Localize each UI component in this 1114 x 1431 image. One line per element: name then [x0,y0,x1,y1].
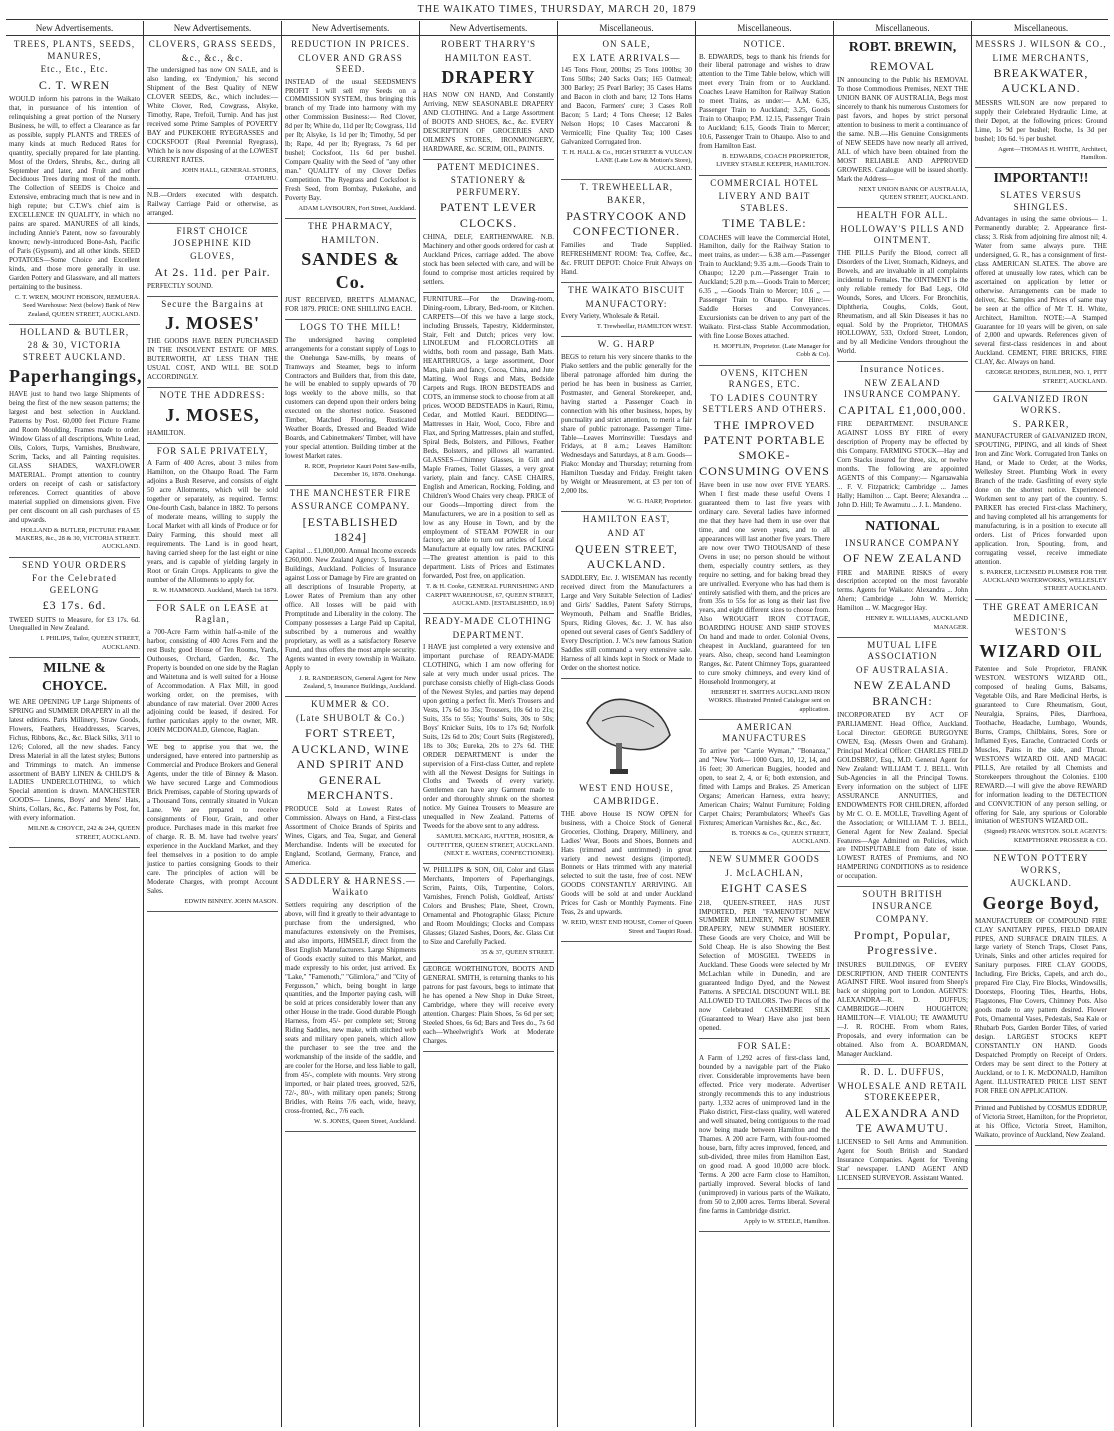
ad-title: SOUTH BRITISH INSURANCE [862,889,943,911]
advertisement [561,783,692,942]
ad-body: Families and Trade Supplied. REFRESHMENT ROOM: Tea, Coffee, &c., &c. FRUIT DEPOT: Choice Fruit Always on Hand. [561,241,692,277]
ad-subtitle: INSURANCE COMPANY [845,537,960,548]
ad-body: INCORPORATED BY ACT OF PARLIAMENT. Head Office, Auckland. Local Director: GEORGE BURGOYNE OWEN, Esq. (Messrs Owen and Graham). Principal Medical Officer: CHARLES FIELD GOLDSBRO', Esq., M.D. General Agent for New Zealand: WILLIAM T. J. BELL. With Sub-Agencies in all the Principal Towns. Every information on the subject of LIFE ASSURANCE ANNUITIES, and ENDOWMENTS FOR CHILDREN, afforded by Mr C. O. E. MOLLE, Travelling Agent of the Association; or WILLIAM T. J. BELL, General Agent for New Zealand. Special Features—Age Admitted on Policies, which are INDISPUTABLE from date of issue. LOWEST RATES of Premiums, and NO HAMPERING CONDITIONS as to residence or occupation. [837,711,968,881]
ad-signature: HERBERT H. SMITH'S AUCKLAND IRON WORKS. Illustrated Printed Catalogue sent on application. [708,689,830,713]
ad-title: W. G. HARP [597,339,656,350]
ad-subtitle: WHOLESALE AND RETAIL STOREKEEPER, [837,1080,968,1103]
ad-subtitle: CAMBRIDGE. [593,796,660,807]
ad-body: INSURES BUILDINGS, OF EVERY DESCRIPTION, AND THEIR CONTENTS AGAINST FIRE. Wool insured from Sheep's back or shipping port to London. AGENTS: ALEXANDRA—R. D. DUFFUS; CAMBRIDGE—JOHN HOUGHTON; HAMILTON—F. VIALOU; TE AWAMUTU—J. R. ROCHE. From whom Rates, Proposals, and every information can be obtained. Also from A. BOARDMAN, Manager Auckland. [837,960,968,1059]
ad-body: W. PHILLIPS & SON, Oil, Color and Glass Merchants, Importers of Paperhangings, Scrim, Paints, Oils, Turpentine, Colors, Varnishes, French Polish, Goldleaf, Artists' Colors and Brushes; Plate, Sheet, Crown, Ornamental and Photographic Glass; Picture and Room Mouldings; Clocks and Compass Glasses; Glazed Sashes, Doors, &c. Glass Cut to Size and Carefully Packed. [423,866,554,946]
ad-headline: Prompt, Popular, Progressive. [853,927,952,958]
ad-body: INSTEAD of the usual SEEDSMEN'S PROFIT I will sell my Seeds on a COMMISSION SYSTEM, thus bringing this branch of my Trade into harmony with my other Commission Business:— Red Clover, 8d per lb; White do, 11d per lb; Cowgrass, 11d per lb; Alsyke, 1s 1d per lb; Timothy, 5d per lb; Rape, 4d per lb; Ryegrass, 7s 6d per bushel; Cocksfoot, 11s 6d per bushel. Compare Quality with the Seed of "any other man." QUALITY of my Clover Defies Competition. The Ryegrass and Cocksfoot is Fresh Seed, from Bombay, Pukekohe, and Poverty Bay. [285,77,416,202]
ad-body: Have been in use now over FIVE YEARS. When I first made these useful Ovens I guaranteed them to last five years with ordinary care. Several ladies have informed me that they have had them in use over that time, and one seven years, and to all appearances will last another five years. There are now over TWO THOUSAND of these Ovens in use; no person should be without them, especially country settlers, as they require no setting, and for baking bread they are unrivalled. Everyone who has had them is entirely satisfied with them, and the prices are from 35s to 55s for as long as their last five years, and eight different sizes to choose from. Also WROUGHT IRON COTTAGE, BOARDING HOUSE AND SHIP STOVES On hand and made to order. Colonial Ovens, cheapest in Auckland, guaranteed for ten years. Also, cheap, second hand Leamington Ranges, &c. Patent Chimney Tops, guaranteed to cure smoky chimneys, and every kind of Household Ironmongery, at [699,481,830,687]
advertisement [699,368,830,720]
ad-signature: T. H. HALL & Co., HIGH STREET & VULCAN LANE (Late Low & Motion's Store), AUCKLAND. [562,148,692,173]
ad-title: ON SALE, [602,39,651,49]
ad-title: MESSRS J. WILSON & CO., [975,39,1107,49]
advertisement [147,603,278,741]
advertisement [147,39,278,189]
ad-title: SEND YOUR ORDERS [22,559,127,570]
ad-title: KUMMER & CO. [311,699,390,710]
ad-signature: Agent—THOMAS H. WHITE, Architect, Hamilton. [998,145,1107,161]
ad-title: FIRST CHOICE JOSEPHINE KID [173,226,252,248]
ad-signature: Apply to W. STEELE, Hamilton. [743,1217,830,1225]
ad-subtitle: BAKER, [607,195,646,206]
ad-body: CHINA, DELF, EARTHENWARE. N.B. Machinery and other goods ordered for cash at Auckland Prices, carriage added. The above stock has been selected with care, and will be found to comprise most articles required by settlers. [423,233,554,286]
ad-title: WEST END HOUSE, [579,782,674,793]
ad-body: a 700-Acre Farm within half-a-mile of the harbor, consisting of 400 Acres Fern and the rest Bush; good House of Ten Rooms, Yards, Outhouses, Orchard, Garden, &c. The Property is bounded on one side by the Raglan and Waitetuna and is well suited for a House of Accommodation. A Flax Mill, in good working order, on the premises, with abundance of raw material. Over 2000 Acres adjoining could be leased, if desired. For further particulars apply to the owner, MR. JOHN MCDONALD, Glencoe, Raglan. [147,627,278,735]
advertisement [147,446,278,601]
ad-title: CLOVERS, GRASS SEEDS, [148,39,277,49]
ad-headline: DRAPERY [441,67,536,88]
column-5 [558,21,696,1427]
ad-title: NOTE THE ADDRESS: [159,390,266,401]
ad-body: PERFECTLY SOUND. [147,281,213,290]
advertisement [561,285,692,337]
ad-subtitle: &c., &c., &c. [181,52,244,63]
ad-body: FURNITURE—For the Drawing-room, Dining-room, Library, Bed-room, or Kitchen. CARPETS—Of this we have a large stock, including Brussels, Tapestry, Kidderminster, Stair, Felt and Dutch; prices very low. LINOLEUM and FLOORCLOTHS all widths, both room and passage, Bath Mats. HEARTHRUGS, a large assortment, Door Mats, plain and fancy, Cocoa, China, and Jute Matting, Wool Rugs and Mats, Bedside Carpets and Rugs. IRON BEDSTEADS and COTS, an immense stock to choose from at all prices. WOOD BEDSTEADS in Kauri, Rimu, Cedar, and Mottled Kauri. BEDDING—Mattresses in Hair, Wool, Coco, Fibre and Flax, and Spring Mattresses, plain and stuffed, Spiral Beds, Bolsters, and Pillows, Feather Beds, Bolsters, and pillows all warranted. GLASSES—Chimney Glasses, in Gilt and Maple Frames, Toilet Glasses, a very great variety, plain and fancy. CASE CHAIRS, English and American, Rocking, Folding, and Children's Wood Chairs very cheap. PRICE of our Goods—Importing direct from the Manufacturers, we are in a position to sell as low as any House in Town, and by the employment of STEAM POWER in our factory, are able to turn out articles of Local Manufacture at equally low rates. PACKING—The greatest attention is paid to this department. Lists of Prices and Estimates forwarded, Post free, on application. [423,294,554,581]
ad-body: THE PILLS Purify the Blood, correct all Disorders of the Liver, Stomach, Kidneys, and Bowels, and are invaluable in all complaints incidental to Females. The OINTMENT is the only reliable remedy for Bad Legs, Old Wounds, Sores, and Ulcers. For Bronchitis, Diphtheria, Coughs, Colds, Gout, Rheumatism, and all Skin Diseases it has no equal. Sold by the Proprietor, THOMAS HOLLOWAY, 533, Oxford Street, London, and by all Medicine Vendors throughout the World. [837,248,968,356]
ad-title: ROBT. BREWIN, [848,40,957,55]
ad-body: THE GOODS HAVE BEEN PURCHASED IN THE INSOLVENT ESTATE OF MRS. BUTERWORTH, AT LESS THAN THE USUAL COST, AND WILL BE SOLD ACCORDINGLY. [147,337,278,382]
ad-headline: SANDES & Co. [301,249,400,293]
advertisement [423,162,554,293]
ad-body: GEORGE WORTHINGTON, BOOTS AND GENERAL SMITH, is returning thanks to his patrons for past favours, begs to intimate that he has opened a New Shop in Duke Street, Cambridge, where they will receive every attention. Charges: Plain Shoes, 5s 6d per set; Steeled Shoes, 6s 6d; Bars and Tees do., 7s 6d each—Wheelwright's Work at Moderate Charges. [423,965,554,1045]
advertisement [699,39,830,176]
ad-body: Settlers requiring any description of the above, will find it greatly to their advantage to purchase from the undersigned, who manufactures extensively on the Premises, and also imports, HIMSELF, direct from the Best English Manufacturers. Large Shipments of Goods exactly suited to this Market, and made expressly to his order, just arrived. Ex "Lake," "Famenoth," "Glimlora," and "City of Fergusson," which, being bought in large quantities, and the Importer paying cash, will be sold at prices considerably lower than any other House in the trade. Good durable Plough Harness, from 45/- per complete set; Strong Riding Saddles, new make, with stitched web seats and military open panels, which allow the purchaser to see the tree and the workmanship of the inside of the saddle, and are cooler for the Horse, and less liable to gall, from 45/-, complete with mounts. Very strong imported, or hair plated trees, grooved, 52/6, 72/-, 80/-, with military open panels; Strong Bridles, with Reins 7/6 each, wide, heavy, cross-fronted, &c., 7/6 each. [285,900,416,1115]
ad-body: Every Variety, Wholesale & Retail. [561,312,660,321]
ad-title: FOR SALE: [737,1040,792,1051]
ad-body: To arrive per "Carrie Wyman," "Bonanza," and "New York— 1000 Oars, 10, 12, 14, and 16 feet; 30 American Buggies, hooded and open, to seat 2, 4, or 6; both extension, and fitted with Lamps and Brakes. 25 American Organs; American Harness, extra heavy; American Chairs; Walnut Furniture; Folding Carpet Chairs; Perambulators; Wheel's Gas Fixtures; American Varnishes &c., &c., &c. [699,746,830,827]
ad-body: N.B.—Orders executed with despatch. Railway Carriage Paid or otherwise, as arranged. [147,191,278,218]
ad-body: WOULD inform his patrons in the Waikato that, in pursuance of his intention of relinquishing a great portion of the Nursery Business, he will, to effect a Clearance as far as possible, supply PLANTS and TREES of many kinds at much Reduced Rates for quantity, specially prepared for late planting. Most of the Orders, Shrubs, &c., during all September and later, and Fruit and other Deciduous Trees during most of the month. The Collection of SEEDS is Choice and Extensive, embracing much that is new and in high repute; but C.T.W's chief aim is EXCELLENCE IN QUALITY, in which no pains are spared. MANURES of all kinds, including Annie's Patent, now so favourably known; newly-introduced Bone-Ash, Pacific of Paris (Gypsum), and all other kinds. SEED POTATOES—Some Choice and Excellent kinds, and those more generally in use. Garden Pottery and Glassware, and all matters pertaining to the business. [9,94,140,291]
ad-body: B. EDWARDS, begs to thank his friends for their liberal patronage and wishes to draw attention to the Time Table below, which will meet every Train from or to Auckland. Coaches Leave Hamilton for Railway Station to meet Trains, as under:— A.M. 6.35, Passenger Train to Auckland; 3.25, Goods Train to Ohaupo; P.M. 12.15, Passenger Train to Auckland; 6.15, Goods Train to Mercer; 10.6, Passenger Train to Ohaupo. Also to and from Hamilton East. [699,52,830,151]
ad-signature: (Signed) FRANK WESTON. SOLE AGENTS: KEMPTHORNE PROSSER & CO. [984,828,1107,844]
ad-signature: S. PARKER, LICENSED PLUMBER FOR THE AUCKLAND WATERWORKS, WELLESLEY STREET AUCKLAND. [979,568,1107,593]
advertisement [285,221,416,320]
ad-subtitle: J. McLACHLAN, [725,867,804,878]
ad-subtitle: ASSURANCE COMPANY. [290,501,411,512]
ad-signature: J. R. RANDERSON, General Agent for New Zealand, 5, Insurance Buildings, Auckland. [298,674,416,691]
advertisement [975,602,1107,851]
advertisement [285,322,416,485]
advertisement [975,853,1107,1102]
ad-title: Secure the Bargains at [161,298,264,309]
ad-signature: HENRY E. WILLIAMS, AUCKLAND MANAGER. [865,615,968,631]
column-6 [696,21,834,1427]
ad-body: 145 Tons Flour, 200lbs; 25 Tons 100lbs; 30 Tons 50lbs; 240 Sacks Oats; 165 Oatmeal; 300 Barley; 25 Pearl Barley; 35 Cases Hams and Bacon in cloth and bare; 12 Tons Hams and Bacon, Farmers' cure; 3 Cases Roll Bacon; 5 Lard; 4 Tons Cheese; 12 Bales Nelson Hops; 10 Cases Maccaroni & Vermicelli; Fine Quality Tea; 100 Cases Galvanized Corrugated Iron. [561,66,692,146]
advertisement [975,170,1107,392]
advertisement [975,394,1107,600]
column-heading: New Advertisements. [420,21,557,36]
ad-title: THE GREAT AMERICAN MEDICINE, [982,601,1100,624]
ad-title: HAMILTON EAST, [582,514,671,525]
ad-headline: WIZARD OIL [979,641,1103,662]
column-heading: Miscellaneous. [696,21,833,36]
ad-title: NOTICE. [743,39,786,49]
ad-title: HEALTH FOR ALL. [856,210,949,221]
advertisement [147,191,278,224]
ad-body: WE beg to apprise you that we, the undersigned, have entered into partnership as Commercial and Produce Brokers and General Agents, under the title of Binney & Mason. We have secured Large and Commodious Brick Premises, capable of Storing upwards of a Thousand Tons, centrally situated in Vulcan Lane. We are prepared to receive consignments of Flour, Grain, and other produce. Purchases made in this market free of charge. R. B. M. have had twelve years' experience in the Auckland Market, and they feel themselves in a position to do ample justice to parties consigning Goods to their care. The principles of action will be Moderate Charges, with prompt Account Sales. [147,743,278,895]
ad-body: Capital ... £1,000,000. Annual Income exceeds £260,000. New Zealand Agency: 5, Insurance Buildings, Auckland. Policies of Insurance against Loss or Damage by Fire are granted on all descriptions of Insurable Property, at Lower Rates of Premium than any other office. All losses will be paid with Promptitude and Liberality in the colony. The Company possesses a Large Paid up Capital, subscribed by a numerous and wealthy proprietary, as well as a satisfactory Reserve Fund, and thus offers the most ample security. Agents wanted in every township in Waikato. Apply to [285,547,417,672]
ad-headline: PATENT LEVER CLOCKS. [439,200,537,230]
ad-signature: T. & H. Cooke, GENERAL FURNISHING AND CARPET WAREHOUSE, 67, QUEEN STREET, AUCKLAND. [ESTABLISHED, 18.9] [425,583,554,607]
ad-headline: TIME TABLE: [722,216,807,231]
column-4 [420,21,558,1427]
advertisement [699,854,830,1039]
ad-signature: NEXT UNION BANK OF AUSTRALIA, QUEEN STREET, AUCKLAND. [858,185,968,202]
ad-headline: J. MOSES' [164,313,261,334]
ad-signature: W. S. JONES, Queen Street, Auckland. [314,1117,416,1125]
ad-title: REDUCTION IN PRICES. [291,39,410,49]
ad-body: THE above House IS NOW OPEN for business, with a Choice Stock of General Groceries, Clothing, Drapery, Millinery, and Ladies' Wear, Boots and Shoes, Bonnets and Hats (trimmed and untrimmed) in great variety and newest designs (imported). Bonnets or Hats trimmed with any material selected to suit the taste, free of cost. NEW GOODS CONSTANTLY ARRIVING. All Goods will be sold at and under Auckland Prices for Cash or Monthly Payments. Fine Teas, 2s and upwards. [561,809,692,917]
advertisement [285,488,416,698]
ad-body: PRODUCE Sold at Lowest Rates of Commission. Always on Hand, a First-class Assortment of Choice Brands of Spirits and Wines, Cigars, and Tea, Sugar, and General Merchandise. Indents will be executed for England, Scotland, Germany, France, and America. [285,805,416,867]
advertisement [837,518,968,638]
advertisement [285,699,416,874]
ad-headline: THE IMPROVED PATENT PORTABLE SMOKE-CONSUMING OVENS [699,417,830,478]
ad-subtitle: LIVERY AND BAIT STABLES. [718,191,811,213]
advertisement [147,743,278,912]
advertisement [147,226,278,297]
ad-subtitle: (Late SHUBOLT & Co.) [296,712,405,723]
masthead-rule [6,19,1108,20]
ad-subtitle: 28 & 30, VICTORIA STREET AUCKLAND. [22,340,127,362]
ad-subtitle: EX LATE ARRIVALS— [572,52,681,63]
ad-title: TREES, PLANTS, SEEDS, MANURES, [13,39,136,61]
advertisement [423,616,554,864]
ad-body: I HAVE just completed a very extensive and important purchase of READY-MADE CLOTHING, which I am now offering for sale at very much under usual prices. The purchase consists chiefly of High-class Goods of the Newest Styles, and parties may depend upon getting a perfect fit. Men's Trousers and Vests, 17s 6d to 35s; Trousers, 10s 6d to 21s; Suits, 35s to 55s; Youths' Suits, 30s to 50s; Boys' Knicker Suits, 10s to 17s 6d; Norfolk Suits, 12s 6d to 20s; Court Suits (Registered), 18s to 30s; Eureka, 20s to 27s 6d. THE ORDER DEPARTMENT is under the supervision of a First-class Cutter, and replete with all the Newest Designs for Suitings in Cloths and Tweeds of every variety. Gentlemen can have any Garment made to order and thoroughly shrunk on the shortest notice. My Guinea Trousers to Measure are unequalled in New Zealand. Patterns of Tweeds for the above sent to any address. [423,643,554,831]
column-heading: Miscellaneous. [558,21,695,36]
ad-signature: W. REID, WEST END HOUSE, Corner of Queen Street and Taupiri Road. [562,919,692,935]
column-heading: Miscellaneous. [972,21,1110,36]
advertisement [837,210,968,362]
advertisement [975,1104,1107,1146]
ad-subtitle: CLOVER AND GRASS SEED. [298,52,403,75]
column-2 [144,21,282,1427]
ad-title: PATENT MEDICINES. [436,161,540,172]
advertisement [699,1041,830,1232]
ad-headline: J. MOSES, [165,404,260,425]
ad-title: MUTUAL LIFE ASSOCIATION [867,639,938,662]
ad-signature: R. W. HAMMOND. Auckland, March 1st 1879. [152,586,278,594]
ad-body: TWEED SUITS to Measure, for £3 17s. 6d. Unequalled in New Zealand. [9,615,140,633]
ad-signature: B. TONKS & Co., QUEEN STREET, AUCKLAND. [731,829,830,845]
ad-headline: George Boyd, [982,892,1100,913]
ad-body: IN announcing to the Public his REMOVAL To those Commodious Premises, NEXT THE UNION BANK OF AUSTRALIA, Begs most sincerely to thank his numerous Customers for past favors, and hopes by strict personal attention to business to merit a continuance of the same. N.B.—His Genuine Consignments of NEW SEEDS have now nearly all arrived, ALL of which have been obtained from the MOST RELIABLE AND APPROVED GROWERS. Catalogue will be issued shortly. Mark the Address— [837,76,968,183]
ad-subtitle: COMPANY. [875,914,930,925]
ad-headline: ALEXANDRA AND TE AWAMUTU. [844,1105,961,1135]
ad-title: T. TREWHEELLAR, [580,181,673,192]
ad-signature: GEORGE RHODES, BUILDER, NO. 1, PITT STREET, AUCKLAND. [985,369,1107,385]
column-7 [834,21,972,1427]
ad-body: Advantages in using the same obvious— 1. Permanently durable; 2. Appearance first-class; 3. Risk from adjoining fire almost nil; 4. Water from same always pure. THE undersigned, G. R., has a consignment of first-class AMERICAN SLATES. The above are offered at unusually low rates, which can be ascertained on application by letter or otherwise. Arrangements can be made to deliver, &c. Samples and Prices of same may be seen at the office of Mr T. H. White, Architect, Hamilton. NOTE:—A Stamped Guarantee for 10 years will be given, on sale of 2,000 and upwards. References given of several first-class residences in and about Auckland. CEMENT, FIRE BRICKS, FIRE CLAY, &c. Always on hand. [975,215,1107,367]
ad-title: ROBERT THARRY'S [440,39,537,49]
advertisement [147,299,278,388]
ad-title: SADDLERY & HARNESS.—Waikato [285,875,416,898]
ad-signature: 35 & 37, QUEEN STREET. [480,948,554,956]
ad-title: GALVANIZED IRON WORKS. [993,393,1089,416]
ad-title: OVENS, KITCHEN RANGES, ETC. [720,367,809,390]
ad-title: MILNE & CHOYCE. [42,661,107,694]
ad-headline: Paperhangings, [9,366,143,387]
ad-subtitle: AND AT [607,528,646,538]
advertisement [9,560,140,658]
advertisement [423,866,554,963]
ad-signature: HOLLAND & BUTLER, PICTURE FRAME MAKERS, &c., 28 & 30, VICTORIA STREET. AUCKLAND. [15,526,140,551]
ad-subtitle: NEW ZEALAND INSURANCE COMPANY. [843,377,962,400]
ad-body: MESSRS WILSON are now prepared to supply their Celebrated Hydraulic Lime, at their Depot, at the following prices: Ground Lime, 1s 9d per bushel; Roche, 1s 3d per bushel; 10s 6d. ½ per bushel. [975,98,1107,143]
advertisement [423,965,554,1052]
ad-headline: EIGHT CASES [720,881,809,896]
ad-body: FIRE DEPARTMENT. INSURANCE AGAINST LOSS BY FIRE of every description of Property may be effected by this Company. FARMING STOCK—Hay and Corn Stacks insured for three, six, or twelve months. The following are appointed AGENTS of this Company:— Ngaruawahia ... F. V. Fitzpatrick; Cambridge ... James Hally; Hamilton ... Capt. Beere; Alexandra ... John D. Hill; Te Awamutu ... J. L. Mandeno. [837,420,968,509]
ad-subtitle: S. PARKER, [1012,418,1070,429]
masthead: THE WAIKATO TIMES, THURSDAY, MARCH 20, 1879 [417,4,697,15]
advertisement [699,722,830,852]
ad-body: 218, QUEEN-STREET, HAS JUST IMPORTED, PER "FAMENOTH" NEW SUMMER MILLINERY, NEW SUMMER DRAPERY, NEW SUMMER HOSIERY. These Goods are very Choice, and Will be Sold Cheap. He is also Showing the Best Selection of MOSGIEL TWEEDS in Auckland. These Goods were selected by Mr McLachlan while in Dunedin, and are guaranteed Indigo Dyed, and the Newest Patterns. A SPECIAL DISCOUNT WILL BE ALLOWED TO TAILORS. Two Pieces of the now Celebrated CASHMERE SILK (Guaranteed to Wear) Have also just been opened. [699,898,830,1032]
ad-body: Printed and Published by COSMUS EDDRUP, of Victoria Street, Hamilton, for the Proprietor, at his Office, Victoria Street, Hamilton, Waikato, province of Auckland, New Zealand. [975,1103,1107,1139]
ad-headline: [ESTABLISHED 1824] [302,514,399,545]
newspaper-columns [6,21,1110,1427]
ad-body: COACHES will leave the Commercial Hotel, Hamilton, daily for the Railway Station to meet trains, as under:— 6.38 a.m.—Passenger Train to Auckland; 9.35 a.m.—Goods Train to Ohaupo; 12.20 p.m.—Passenger Train to Auckland; 5.20 p.m.—Goods Train to Mercer; 6.35 ,, —Goods Train to Mercer; 10.6 ,, —Passenger Train to Ohaupo. For Hire:—Saddle Horses and Conveyances. Excursionists can be driven to any part of the Waikato. First-class Stable Accommodation, with fine Loose Boxes attached. [699,233,830,341]
ad-signature: MILNE & CHOYCE, 242 & 244, QUEEN STREET, AUCKLAND. [28,825,140,841]
advertisement [837,364,968,515]
ad-title: NEW SUMMER GOODS [709,854,820,865]
ad-signature: W. G. HARP, Proprietor. [627,498,692,506]
ad-headline: At 2s. 11d. per Pair. [154,264,271,279]
advertisement [975,39,1107,168]
ad-headline: QUEEN STREET, AUCKLAND. [575,541,678,571]
ad-subtitle: LIME MERCHANTS, [992,52,1090,63]
ad-subtitle: Etc., Etc., Etc. [40,64,109,75]
ad-signature: JOHN HALL, GENERAL STORES, OTAHUHU. [181,166,278,182]
ad-headline: BREAKWATER, AUCKLAND. [993,66,1089,96]
ad-signature: R. ROE, Proprietor Kauri Point Saw-mills, December 16, 1878. Onehunga. [304,463,416,479]
ad-subtitle: TO LADIES COUNTRY SETTLERS AND OTHERS. [702,392,827,415]
ad-body: LICENSED to Sell Arms and Ammunition. Agent for South British and Standard Insurance Companies. Agent for 'Evening Star' newspaper. LAND AGENT AND LICENSED SURVEYOR. Assistant Wanted. [837,1138,968,1183]
ad-signature: B. EDWARDS, COACH PROPRIETOR, LIVERY STABLE KEEPER, HAMILTON. [716,153,830,169]
advertisement [837,889,968,1065]
ad-subtitle: DEPARTMENT. [452,629,525,640]
ad-headline: FORT STREET, AUCKLAND, WINE AND SPIRIT AND GENERAL MERCHANTS. [291,726,410,802]
ad-body: HAMILTON. [147,428,186,437]
advertisement [285,39,416,219]
ad-body: HAVE just to hand two large Shipments of being the first of the new season patterns; the largest and best selection in Auckland. Patterns by Post. 60,000 feet Picture Frame and Room Moulding. Frames made to order. Window Glass of all descriptions, White Lead, Oils, Colors, Turps, Varnishes, Brushware, Scrim, Tacks, and all Painting requisites. GLASS SHADES, WAXFLOWER MATERIAL. Prompt attention to country orders on receipt of cash or satisfactory references. Correct quantities of above material supplied on dimensions given. Five per cent discount on all cash purchases of £5 and upwards. [9,390,141,524]
advertisement [561,514,692,678]
advertisement [9,326,143,558]
ad-title: FOR SALE on LEASE at Raglan, [156,602,269,625]
ad-title: R. D. L. DUFFUS, [860,1067,945,1078]
ad-body: A Farm of 1,292 acres of first-class land, bounded by a navigable part of the Piako river. Considerable improvements have been effected. Price very moderate. Advertiser strongly recommends this to any industrious party. 1,332 acres of unimproved land in the Piako district, First-class quality, well watered and well situated, being contiguous to the road now being made between Hamilton and the Thames. A 200 acre Farm, with four-roomed house, barn, fifty acres improved, fenced, and sub-divided, three miles from Hamilton East, on good road. A good 10,000 acre block. Terms. A 200 acre Farm close to Hamilton, partially improved. Several blocks of land (unimproved) in various parts of the Waikato, from 50 to 2,000 acres. Terms liberal. Several fine farms in Cambridge district. [699,1054,830,1215]
saddle-illustration [572,683,682,779]
ad-headline: PASTRYCOOK AND CONFECTIONER. [566,208,687,238]
ad-headline: £3 17s. 6d. [42,598,107,613]
ad-body: A Farm of 400 Acres, about 3 miles from Hamilton, on the Ohaupo Road. The Farm adjoins a Bush Reserve, and consists of eight 50 acre Allotments, which will be sold together or separately, as required. Terms: One-fourth Cash, balance in 1882. To persons of moderate means, willing to supply the Local Market with all kinds of Produce or for Dairy Farming, this should meet all requirements. The Land is in good heart, having carried sheep for the last eight or nine years, and is capable of yielding largely in Root or Grain Crops. Applicants to give the number of the Allotments to apply for. [147,459,278,584]
ad-headline: OF NEW ZEALAND [842,551,963,566]
ad-signature: C. T. WREN, MOUNT HOBSON, REMUERA. Seed Warehouse: Next (below) Bank of New Zealand, QUEEN STREET, AUCKLAND. [14,293,140,318]
ad-signature: ADAM LAYBOURN, Fort Street, Auckland. [298,204,416,212]
advertisement [561,39,692,180]
ad-signature: I. PHILIPS, Tailor, QUEEN STREET, AUCKLAND. [40,635,140,651]
ad-title: THE MANCHESTER FIRE [289,487,412,498]
ad-title: Insurance Notices. [860,364,945,375]
ad-body: SADDLERY, Etc. J. WISEMAN has recently received direct from the Manufacturers a Large and Very Suitable Selection of Ladies' and Girls' Saddles, Patent Safety Stirrups, Weymouth, Pelham and Snaffle Bridles, Spurs, Riding Gloves, &c. J. W. has also opened out several cases of Gent's Saddlery of Every Description. J. W.'s new famous Station Saddles still command a very extensive sale. Harness of all kinds kept in Stock or Made to Order on the shortest notice. [561,574,692,672]
ad-signature: T. Trewheellar, HAMILTON WEST. [596,323,692,331]
advertisement [423,39,554,160]
ad-subtitle: MANUFACTORY: [585,298,668,309]
ad-headline: C. T. WREN [38,77,111,92]
advertisement [561,339,692,512]
ad-title: FOR SALE PRIVATELY, [156,445,269,456]
column-3 [282,21,420,1427]
advertisement [561,182,692,284]
advertisement [9,660,140,848]
ad-title: COMMERCIAL HOTEL [710,177,819,188]
advertisement [423,295,554,614]
ad-title: AMERICAN MANUFACTURES [722,721,807,744]
ad-body: JUST RECEIVED, BRETT'S ALMANAC, FOR 1879. PRICE: ONE SHILLING EACH. [285,296,416,314]
ad-body: The undersigned having completed arrangements for a constant supply of Logs to the Onehunga Saw-mills, by means of Tramways and Steamer, begs to inform Contractors and Builders that, from this date, he will be enabled to supply upwards of 70 logs weekly to the above mills, so that customers can depend upon their orders being executed on the shortest notice. Seasoned Timber, Matched Flooring, Rusticated Weather Boards, Dressed and Beaded Wide Boards, and Cabinetmakers' Timber, will have your special attention. Building timber at the lowest Market rates. [285,335,416,461]
ad-body: MANUFACTURER of GALVANIZED IRON, SPOUTING, PIPING, and all kinds of Sheet Iron and Zinc Work. Corrugated Iron Tanks on Hand, or Made to Order, at the Works, Wellesley Street. Plumbing Work in every Branch of the trade. Gasfitting of every style done on the shortest notice. Experienced Workmen sent to any part of the country. S. PARKER has erected First-class Machinery, and having completed all his arrangements for manufacturing, is in a position to execute all orders. List of Prices forwarded upon application. Iron, Spouting, from, and corrugating vessel, receive immediate attention. [975,432,1107,566]
ad-subtitle: OF AUSTRALASIA. [855,664,949,675]
advertisement [285,876,416,1132]
ad-body: WE ARE OPENING UP Large Shipments of SPRING and SUMMER DRAPERY in all the latest editions. Paris Millinery, Straw Goods, Flowers, Feathers, Headdresses, Scarves, Fichus, Ribbons, &c., &c. Black Silks, 3/11 to 12/6; Colored, all the new shades. Fancy Dress Material in all the latest styles; Buttons and Trimmings to match. An immense assortment of BABY LINEN & CHILD'S & LADIES UNDERCLOTHING, to which Special attention is drawn. MANCHESTER GOODS— Linens, Boys' and Mens' Hats, Shirts, Collars, &c., &c. Patterns by Post, for, with every information. [9,697,140,823]
ad-subtitle: HAMILTON EAST. [444,52,533,63]
column-heading: New Advertisements. [6,21,143,36]
ad-signature: SAMUEL MCKAIG, HATTER, HOSIER, & OUTFITTER, QUEEN STREET, AUCKLAND. (NEXT E. WATERS, CONFECTIONER). [427,833,554,857]
ad-body: HAS NOW ON HAND, And Constantly Arriving, NEW SEASONABLE DRAPERY AND CLOTHING. And a Large Assortment of BOOTS AND SHOES, &c., &c. EVERY DESCRIPTION OF GROCERIES AND OILMEN'S STORES, IRONMONGERY, HARDWARE, &c. SCRIM, OIL, PAINTS. [423,91,554,153]
advertisement [837,640,968,887]
ad-subtitle: WESTON'S [1015,626,1067,637]
ad-body: FIRE and MARINE RISKS of every description accepted on the most favorable terms. Agents for Waikato: Alexandra ... John Ahern; Cambridge ... John W. Merrick; Hamilton ... W. Macgregor Hay. [837,568,968,613]
ad-title: THE PHARMACY, [308,221,393,232]
column-8 [972,21,1110,1427]
ad-signature: EDWIN BINNEY. JOHN MASON. [184,897,278,905]
column-heading: Miscellaneous. [834,21,971,36]
advertisement [699,178,830,366]
ad-title: READY-MADE CLOTHING [425,616,552,627]
ad-subtitle: SLATES VERSUS SHINGLES. [1000,190,1082,212]
advertisement [837,39,968,208]
ad-title: NEWTON POTTERY WORKS, [993,853,1089,875]
ad-title: HOLLAND & BUTLER, [19,326,130,337]
ad-body: MANUFACTURER OF COMPOUND FIRE CLAY SANITARY PIPES, FIELD DRAIN PIPES, AND SURFACE DRAIN TILES. A large variety of Stench Traps, Closet Pans, Urinals, Sinks and other articles required for Sanitary purposes. FIRE CLAY GOODS, Including, Fire Bricks, Capels, and arch do., prepared Fire Clay, Fire Blocks, Windowsills, Doorsteps, Flooring Tiles, Hearths, Hobs, Flagstones, Flue Covers, Chimney Pots. Also goods made to any pattern desired. Flower Pots, Ornamental Vases, Pedestals, Sea Kale or Rhubarb Pots, Garden Border Tiles, of varied design. LARGEST STOCKS KEPT CONSTANTLY ON HAND. Goods Despatched Promptly on Receipt of Orders. Orders may be sent direct to the Pottery at Auckland, or to I. K. McDONALD, Hamilton Agent. ILLUSTRATED PRICE LIST SENT FOR FREE ON APPLICATION. [975,916,1107,1095]
ad-title: LOGS TO THE MILL! [299,322,402,333]
ad-subtitle: For the Celebrated GEELONG [32,573,117,595]
column-heading: New Advertisements. [144,21,281,36]
ad-body: Patentee and Sole Proprietor, FRANK WESTON. WESTON'S WIZARD OIL, composed of healing Gums, Balsams, Vegetable Oils, and Rare Medicinal Herbs, is guaranteed to Cure Rheumatism, Gout, Neuralgia, Sprains, Piles, Diarrhoea, Toothache, Headache, Lumbago, Wounds, Burns, Cramps, Chilblains, Sores, Sore or Inflamed Eyes, Earache, Contracted Cords or Muscles, Pains in the side, and Throat. WESTON'S WIZARD OIL AND MAGIC PILLS, Are retailed by all Chemists and Storekeepers throughout the Colonies. £100 REWARD.—I will give the above REWARD for information leading to the DETECTION and CONVICTION of any person selling, or offering for Sale, any spurious or Colorable imitation of WESTON'S WIZARD OIL. [975,665,1107,826]
ad-signature: H. MOFFLIN, Proprietor. (Late Manager for Cobb & Co). [713,342,830,359]
column-1 [6,21,144,1427]
ad-body: BEGS to return his very sincere thanks to the Piako settlers and the public generally for the liberal patronage afforded him during the period he has been in business as Carrier, Postmaster, and General Storekeeper, and, having started a Passenger Coach in connection with his other business, hopes, by punctuality and strict attention, to merit a fair share of public patronage. Passenger Time-Table—Leaves Morrinsville: Tuesdays and Fridays, at 8 a.m.; Leaves Hamilton: Wednesdays and Saturdays, at 8 a.m. Goods—Piako: Monday and Thursday; returning from Hamilton Tuesday and Friday. Freight taken by Weight or Measurement, at £3 per ton of 2,000 lbs. [561,352,692,496]
ad-subtitle: AUCKLAND. [1010,878,1072,889]
column-heading: New Advertisements. [282,21,419,36]
advertisement [9,39,140,325]
ad-subtitle: HOLLOWAY'S PILLS AND OINTMENT. [840,223,965,246]
ad-title: THE WAIKATO BISCUIT [568,285,685,296]
ad-body: The undersigned has now ON SALE, and is also landing, ex 'Endymion,' his second Shipment of the Best Quality of NEW CLOVER SEEDS, &c., which includes:— White Clover, Red, Cowgrass, Alsyke, Timothy, Rape, Trefoil, Turnip. And has just received some Prime Samples of POVERTY BAY and PUKEKOHE RYEGRASSES and COCKSFOOT (Real Perennial Ryegrass), Which he is now disposing of at the LOWEST CURRENT RATES. [147,66,278,164]
advertisement [837,1067,968,1189]
ad-headline: CAPITAL £1,000,000. [838,402,967,417]
ad-title: NATIONAL [865,518,940,534]
ad-subtitle: GLOVES, [190,251,235,262]
ad-subtitle: STATIONERY & PERFUMERY. [450,175,527,197]
ad-title: IMPORTANT!! [993,171,1089,187]
advertisement [147,390,278,444]
ad-headline: REMOVAL [870,58,935,73]
ad-headline: NEW ZEALAND BRANCH: [853,678,952,708]
ad-subtitle: HAMILTON. [321,234,380,245]
